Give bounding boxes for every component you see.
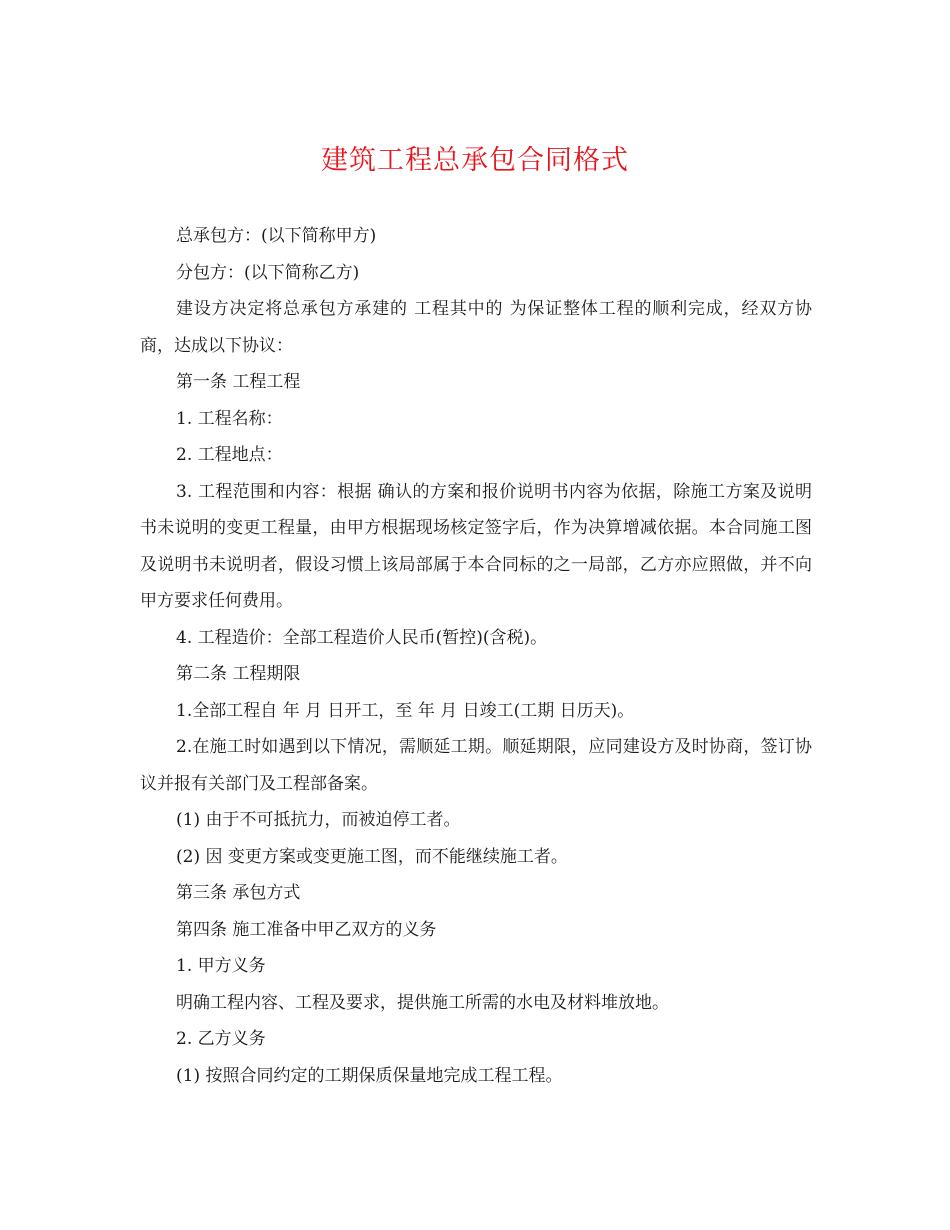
document-body	[140, 218, 812, 1094]
paragraph-extension: 2.在施工时如遇到以下情况，需顺延工期。顺延期限，应同建设方及时协商，签订协议并报有关部门及工程部备案。	[140, 737, 812, 794]
paragraph-party-a-detail: 明确工程内容、工程及要求，提供施工所需的水电及材料堆放地。	[176, 992, 669, 1013]
article-1-heading: 第一条 工程工程	[176, 372, 301, 392]
paragraph-contractor: 总承包方：(以下简称甲方)	[176, 226, 377, 246]
paragraph-party-b-duties: 2. 乙方义务	[176, 1029, 266, 1049]
paragraph-design-change: (2) 因 变更方案或变更施工图，而不能继续施工者。	[176, 846, 568, 867]
paragraph-project-cost: 4. 工程造价：全部工程造价人民币(暂控)(含税)。	[176, 627, 548, 648]
document-title: 建筑工程总承包合同格式	[321, 145, 629, 176]
paragraph-schedule: 1.全部工程自 年 月 日开工，至 年 月 日竣工(工期 日历天)。	[176, 700, 635, 721]
article-4-heading: 第四条 施工准备中甲乙双方的义务	[176, 919, 437, 940]
paragraph-project-scope: 3. 工程范围和内容：根据 确认的方案和报价说明书内容为依据，除施工方案及说明书未说明的变更工程量，由甲方根据现场核定签字后，作为决算增减依据。本合同施工图及说明书未说明者，假设习惯上该局部属于本合同标的之一局部，乙方亦应照做，并不向甲方要求任何费用。	[140, 481, 812, 611]
paragraph-project-location: 2. 工程地点：	[176, 445, 283, 465]
paragraph-party-b-detail-1: (1) 按照合同约定的工期保质保量地完成工程工程。	[176, 1065, 563, 1086]
article-2-heading: 第二条 工程期限	[176, 664, 301, 684]
paragraph-party-a-duties: 1. 甲方义务	[176, 956, 266, 976]
paragraph-intro: 建设方决定将总承包方承建的 工程其中的 为保证整体工程的顺利完成，经双方协商，达成以下协议：	[140, 299, 812, 356]
paragraph-force-majeure: (1) 由于不可抵抗力，而被迫停工者。	[176, 810, 461, 830]
article-3-heading: 第三条 承包方式	[176, 883, 301, 903]
paragraph-subcontractor: 分包方：(以下简称乙方)	[176, 262, 360, 283]
paragraph-project-name: 1. 工程名称：	[176, 408, 283, 429]
